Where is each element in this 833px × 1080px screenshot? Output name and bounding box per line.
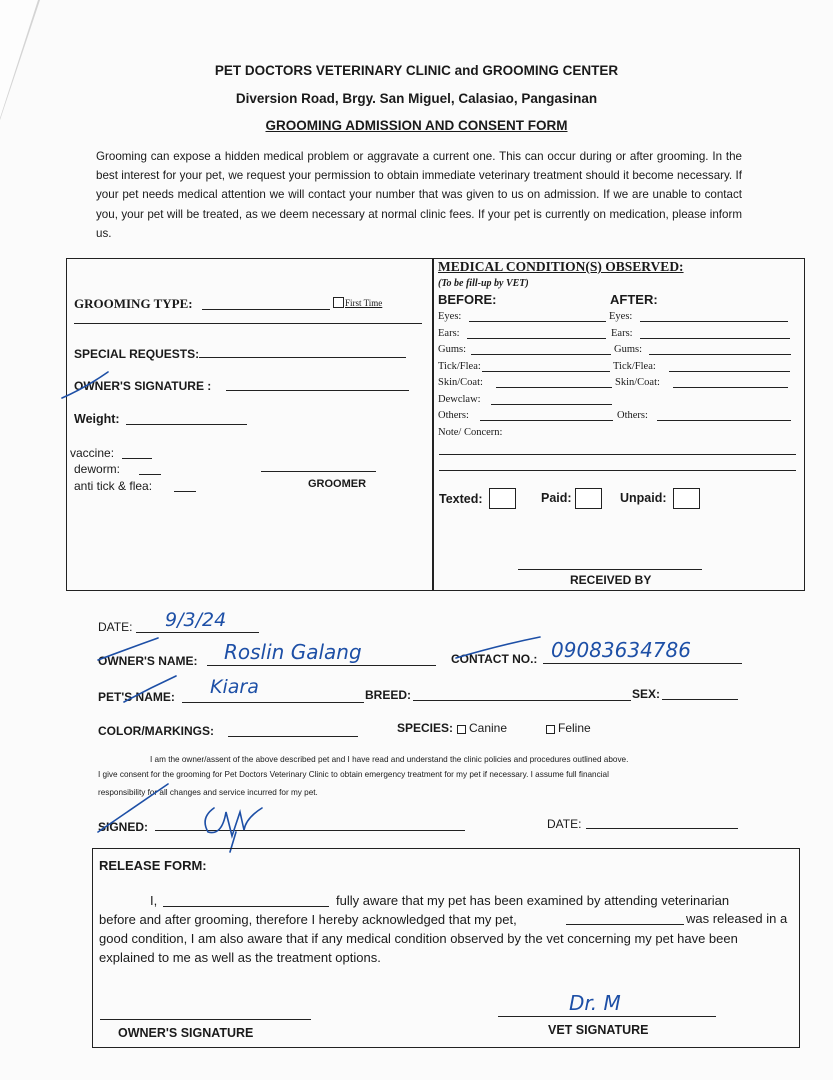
- after-heading: AFTER:: [610, 292, 658, 307]
- release-form-box: [92, 848, 800, 1048]
- release-pet-line[interactable]: [566, 924, 684, 925]
- weight-label: Weight:: [74, 412, 120, 426]
- release-line-1: fully aware that my pet has been examined by attending veterinarian: [336, 893, 730, 908]
- release-title: RELEASE FORM:: [99, 858, 207, 873]
- contact-handwritten: 09083634786: [551, 638, 691, 662]
- contact-label: CONTACT NO.:: [451, 652, 538, 666]
- after-tick: Tick/Flea:: [613, 361, 656, 372]
- after-others: Others:: [617, 410, 648, 421]
- release-line-4: explained to me as well as the treatment options.: [99, 950, 381, 965]
- canine-label: Canine: [469, 721, 508, 735]
- breed-label: BREED:: [365, 688, 412, 702]
- medical-subtitle: (To be fill-up by VET): [438, 278, 529, 289]
- release-name-line[interactable]: [163, 906, 329, 907]
- feline-label: Feline: [558, 721, 591, 735]
- unpaid-label: Unpaid:: [620, 491, 667, 505]
- release-line-2a: before and after grooming, therefore I hereby acknowledged that my pet,: [99, 912, 517, 927]
- owner-name-handwritten: Roslin Galang: [224, 640, 362, 664]
- clinic-name: PET DOCTORS VETERINARY CLINIC and GROOMING CENTER: [214, 63, 619, 78]
- vet-signature-label: VET SIGNATURE: [548, 1023, 649, 1037]
- after-gums: Gums:: [614, 344, 643, 355]
- species-label: SPECIES:: [397, 721, 454, 735]
- after-ears: Ears:: [611, 328, 633, 339]
- owner-signature-release-label: OWNER'S SIGNATURE: [118, 1026, 254, 1040]
- before-ears: Ears:: [438, 328, 460, 339]
- signed-label: SIGNED:: [98, 820, 149, 834]
- form-title: GROOMING ADMISSION AND CONSENT FORM: [265, 118, 568, 133]
- consent-line-1: I am the owner/assent of the above described pet and I have read and understand the clinic policies and procedures outlined above.: [150, 755, 629, 764]
- grooming-type-label: GROOMING TYPE:: [74, 296, 193, 311]
- before-heading: BEFORE:: [438, 292, 497, 307]
- before-gums: Gums:: [438, 344, 467, 355]
- color-markings-label: COLOR/MARKINGS:: [98, 724, 214, 738]
- release-line-3: good condition, I am also aware that if any medical condition observed by the vet concerning my pet have been: [99, 931, 738, 946]
- sex-label: SEX:: [632, 687, 661, 701]
- vet-handwritten: Dr. M: [569, 991, 621, 1015]
- clinic-address: Diversion Road, Brgy. San Miguel, Calasiao, Pangasinan: [235, 91, 598, 106]
- first-time-label: First Time: [345, 298, 383, 308]
- pet-name-label: PET'S NAME:: [98, 690, 175, 704]
- after-skin: Skin/Coat:: [615, 377, 660, 388]
- groomer-label: GROOMER: [308, 478, 367, 490]
- vet-signature-line[interactable]: [498, 1016, 716, 1017]
- signature-scribble: [205, 808, 262, 852]
- consent-line-3: responsibility for all changes and service incurred for my pet.: [98, 788, 318, 797]
- owner-name-label: OWNER'S NAME:: [98, 654, 198, 668]
- after-eyes: Eyes:: [609, 311, 633, 322]
- medical-title: MEDICAL CONDITION(S) OBSERVED:: [438, 259, 684, 274]
- date-label: DATE:: [98, 620, 133, 634]
- pet-name-check-stroke: [124, 676, 176, 702]
- release-line-2b: was released in a: [686, 911, 788, 926]
- anti-tick-label: anti tick & flea:: [74, 479, 153, 493]
- special-requests-label: SPECIAL REQUESTS:: [74, 347, 200, 361]
- vaccine-label: vaccine:: [70, 446, 115, 460]
- paid-label: Paid:: [541, 491, 572, 505]
- texted-label: Texted:: [439, 492, 483, 506]
- deworm-label: deworm:: [74, 462, 121, 476]
- owner-signature-check-stroke: [62, 372, 108, 398]
- before-others: Others:: [438, 410, 469, 421]
- before-eyes: Eyes:: [438, 311, 462, 322]
- release-i: I,: [150, 893, 158, 908]
- signed-check-stroke: [98, 784, 168, 832]
- received-by-label: RECEIVED BY: [570, 573, 652, 587]
- before-dewclaw: Dewclaw:: [438, 394, 481, 405]
- consent-line-2: I give consent for the grooming for Pet Doctors Veterinary Clinic to obtain emergency treatment for my pet if necessary. I assume full financial: [98, 770, 609, 779]
- consent-date-label: DATE:: [547, 817, 582, 831]
- contact-check-stroke: [456, 637, 540, 658]
- pet-name-handwritten: Kiara: [210, 676, 259, 698]
- before-skin: Skin/Coat:: [438, 377, 483, 388]
- owner-signature-release-line[interactable]: [100, 1019, 311, 1020]
- note-concern-label: Note/ Concern:: [438, 427, 503, 438]
- intro-paragraph: Grooming can expose a hidden medical problem or aggravate a current one. This can occur during or after grooming. In the best interest for your pet, we request your permission to obtain immediate veterinary treatment should it become necessary. If your pet needs medical attention we will contact your number that was given to us on admission. If we are unable to contact you, your pet will be treated, as we deem necessary at normal clinic fees. If your pet is currently on medication, please inform us.: [96, 150, 742, 240]
- before-tick: Tick/Flea:: [438, 361, 481, 372]
- date-handwritten: 9/3/24: [165, 609, 227, 631]
- owner-name-check-stroke: [98, 638, 158, 660]
- owner-signature-label: OWNER'S SIGNATURE :: [74, 379, 212, 393]
